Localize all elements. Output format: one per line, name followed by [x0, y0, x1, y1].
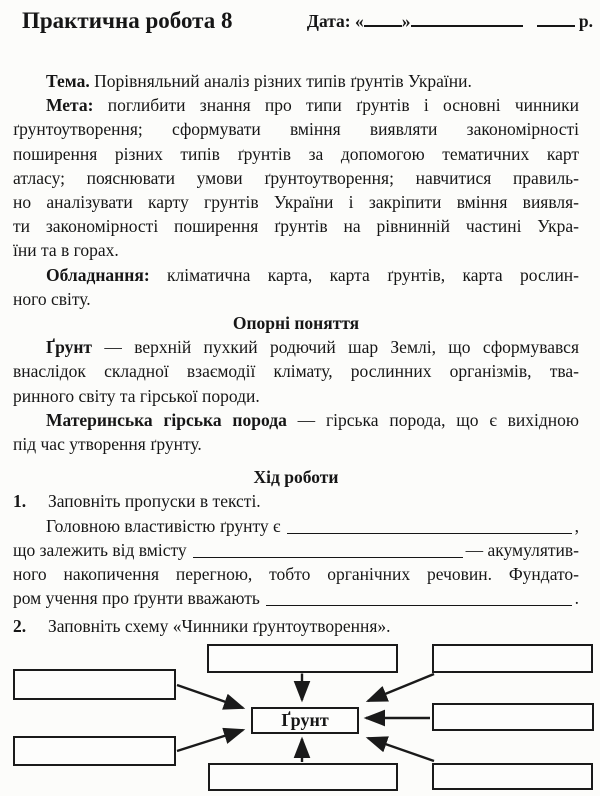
text-run: — верхній пухкий родючий шар Землі, що сформувався: [104, 337, 579, 358]
fill-line-4: [13, 586, 579, 610]
task2-number: 2.: [13, 616, 27, 637]
page-title: Практична робота 8: [22, 8, 233, 33]
task2-text: Заповніть схему «Чинники ґрунтоутворення».: [48, 616, 391, 637]
close-guillemet: »: [401, 11, 411, 31]
answer-blank: [287, 533, 572, 534]
arrow-left-upper-to-center: [177, 685, 243, 708]
fill-line-3: ного накопичення перегною, тобто органічних речовин. Фундато-: [13, 564, 579, 585]
arrow-left-lower-to-center: [177, 730, 243, 751]
obladnannia-lead: Обладнання:: [46, 264, 150, 285]
grunt-term: Ґрунт: [46, 337, 93, 358]
diagram-soil-factors: [0, 638, 600, 796]
text-run: — акумулятив-: [465, 539, 579, 560]
text-run: кліматична карта, карта ґрунтів, карта рослин-: [167, 264, 580, 285]
meta-line-5: но аналізувати карту грунтів України і закріпити вміння виявля-: [13, 192, 579, 213]
answer-blank: [266, 605, 572, 606]
mother-rock-term: Материнська гірська порода: [46, 409, 287, 430]
date-month-blank: [411, 12, 523, 27]
text-run: — гірська порода, що є вихідною: [297, 409, 579, 430]
grunt-def-line-1: [13, 335, 579, 359]
mother-rock-line-1: [13, 408, 579, 432]
grunt-def-line-2: внаслідок складної взаємодії клімату, рослинних організмів, тва-: [13, 361, 579, 382]
answer-blank: [193, 557, 463, 558]
arrow-bottom-right-to-center: [368, 738, 434, 761]
text-run: ром учення про ґрунти вважають: [13, 588, 260, 609]
task2-line: [13, 614, 579, 638]
obladnannia-line-1: [13, 263, 579, 287]
tail-punct: ,: [574, 515, 579, 536]
diagram-arrows: [0, 638, 600, 796]
arrow-top-right-to-center: [368, 674, 434, 701]
fill-line-2: [13, 538, 579, 562]
tema-line: [13, 69, 579, 93]
concepts-heading: Опорні поняття: [232, 313, 360, 334]
task1-text: Заповніть пропуски в тексті.: [48, 491, 261, 512]
diagram-center-label: Ґрунт: [281, 710, 329, 730]
grunt-def-line-3: ринного світу та гірської породи.: [13, 385, 260, 406]
meta-line-1: [13, 93, 579, 117]
text-run: що залежить від вмісту: [13, 539, 187, 560]
task1-number: 1.: [13, 491, 27, 512]
year-suffix: р.: [578, 11, 593, 31]
date-label: Дата:: [306, 11, 351, 31]
text-run: Порівняльний аналіз різних типів ґрунтів України.: [94, 71, 472, 91]
meta-line-3: поширення різних типів ґрунтів за допомогою тематичних карт: [13, 143, 579, 164]
date-day-blank: [364, 12, 402, 27]
document-body: [0, 69, 600, 639]
meta-line-4: атласу; пояснювати умови ґрунтоутворення; навчитися правиль-: [13, 167, 579, 188]
tema-lead: Тема.: [46, 71, 90, 91]
fill-line-1: [13, 514, 579, 538]
meta-line-2: ґрунтоутворення; сформувати вміння виявляти закономірності: [13, 119, 579, 140]
date-line: [307, 8, 593, 32]
task1-line: [13, 489, 579, 513]
header: [0, 0, 600, 34]
text-run: Головною властивістю ґрунту є: [46, 515, 281, 536]
obladnannia-line-2: ного світу.: [13, 288, 91, 309]
tail-punct: .: [574, 588, 579, 609]
meta-line-6: ти закономірності поширення ґрунтів на рівнинній частині Укра-: [13, 216, 579, 237]
mother-rock-line-2: під час утворення ґрунту.: [13, 434, 202, 455]
date-year-blank: [537, 12, 575, 27]
open-guillemet: «: [355, 11, 364, 31]
steps-heading: Хід роботи: [253, 467, 339, 488]
meta-line-7: їни та в горах.: [13, 240, 119, 261]
text-run: поглибити знання про типи ґрунтів і основні чинники: [107, 95, 579, 116]
meta-lead: Мета:: [46, 95, 94, 116]
